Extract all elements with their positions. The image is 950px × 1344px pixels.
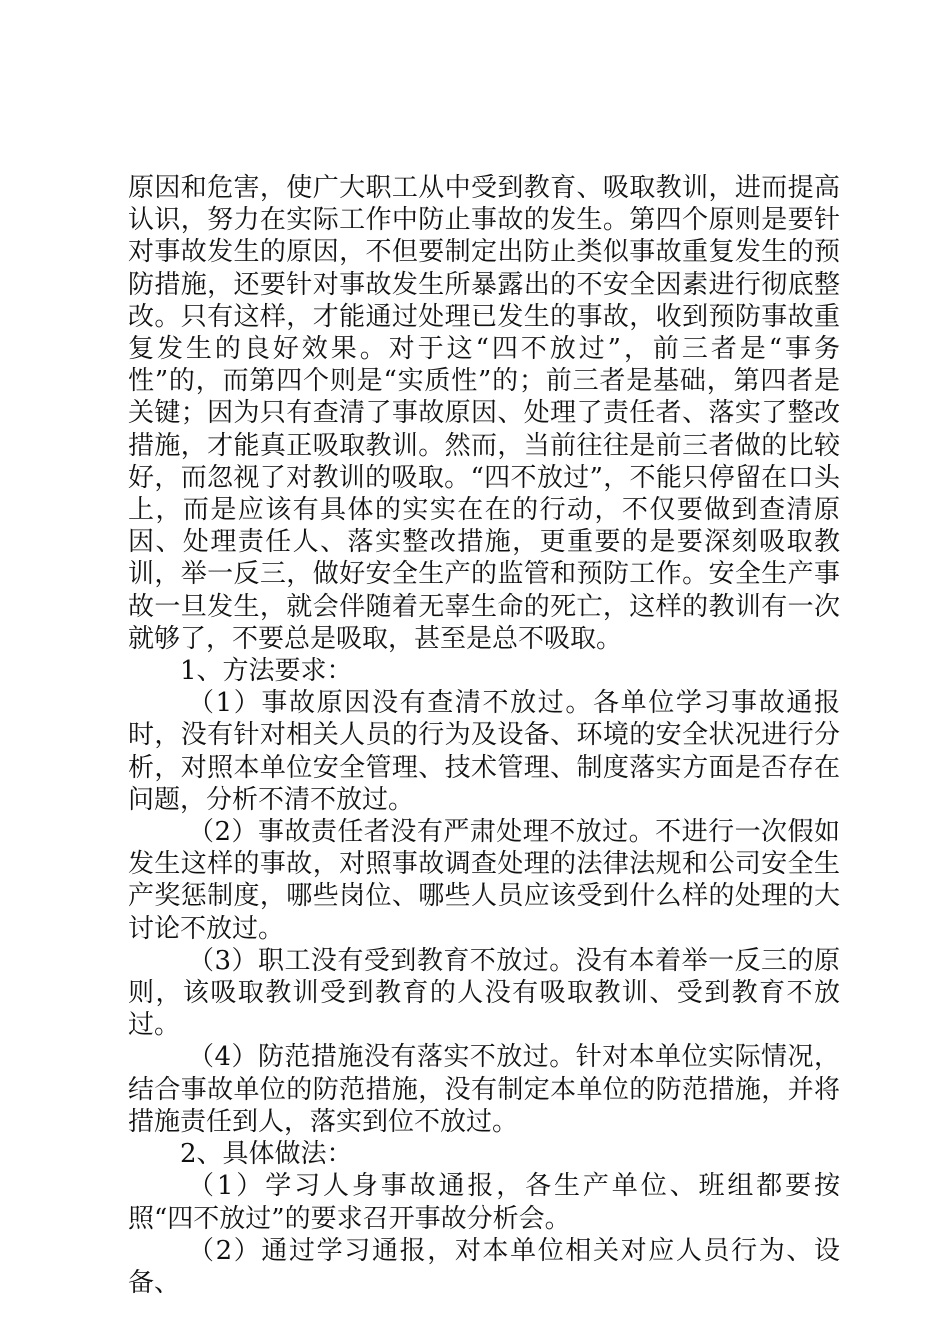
intro-paragraph: 原因和危害，使广大职工从中受到教育、吸取教训，进而提高认识，努力在实际工作中防止事故的发生。第四个原则是要针对事故发生的原因，不但要制定出防止类似事故重复发生的预防措施，还要针对事故发生所暴露出的不安全因素进行彻底整改。只有这样，才能通过处理已发生的事故，收到预防事故重复发生的良好效果。对于这“四不放过”，前三者是“事务性”的，而第四个则是“实质性”的；前三者是基础，第四者是关键；因为只有查清了事故原因、处理了责任者、落实了整改措施，才能真正吸取教训。然而，当前往往是前三者做的比较好，而忽视了对教训的吸取。“四不放过”，不能只停留在口头上，而是应该有具体的实实在在的行动，不仅要做到查清原因、处理责任人、落实整改措施，更重要的是要深刻吸取教训，举一反三，做好安全生产的监管和预防工作。安全生产事故一旦发生，就会伴随着无辜生命的死亡，这样的教训有一次就够了，不要总是吸取，甚至是总不吸取。 [128,173,840,654]
document-page [128,172,840,1299]
section-heading-method-requirements: 1、方法要求： [180,656,353,687]
specific-practice-item-2: （2）通过学习通报，对本单位相关对应人员行为、设备、 [128,1235,840,1298]
method-requirement-item-2: （2）事故责任者没有严肃处理不放过。不进行一次假如发生这样的事故，对照事故调查处理的法律法规和公司安全生产奖惩制度，哪些岗位、哪些人员应该受到什么样的处理的大讨论不放过。 [128,817,840,944]
section-heading-specific-practices: 2、具体做法： [180,1139,353,1170]
method-requirement-item-4: （4）防范措施没有落实不放过。针对本单位实际情况，结合事故单位的防范措施，没有制定本单位的防范措施，并将措施责任到人，落实到位不放过。 [128,1042,840,1137]
method-requirement-item-1: （1）事故原因没有查清不放过。各单位学习事故通报时，没有针对相关人员的行为及设备、环境的安全状况进行分析，对照本单位安全管理、技术管理、制度落实方面是否存在问题，分析不清不放过。 [128,688,840,815]
method-requirement-item-3: （3）职工没有受到教育不放过。没有本着举一反三的原则，该吸取教训受到教育的人没有吸取教训、受到教育不放过。 [128,945,840,1041]
specific-practice-item-1: （1）学习人身事故通报，各生产单位、班组都要按照“四不放过”的要求召开事故分析会。 [128,1171,840,1234]
